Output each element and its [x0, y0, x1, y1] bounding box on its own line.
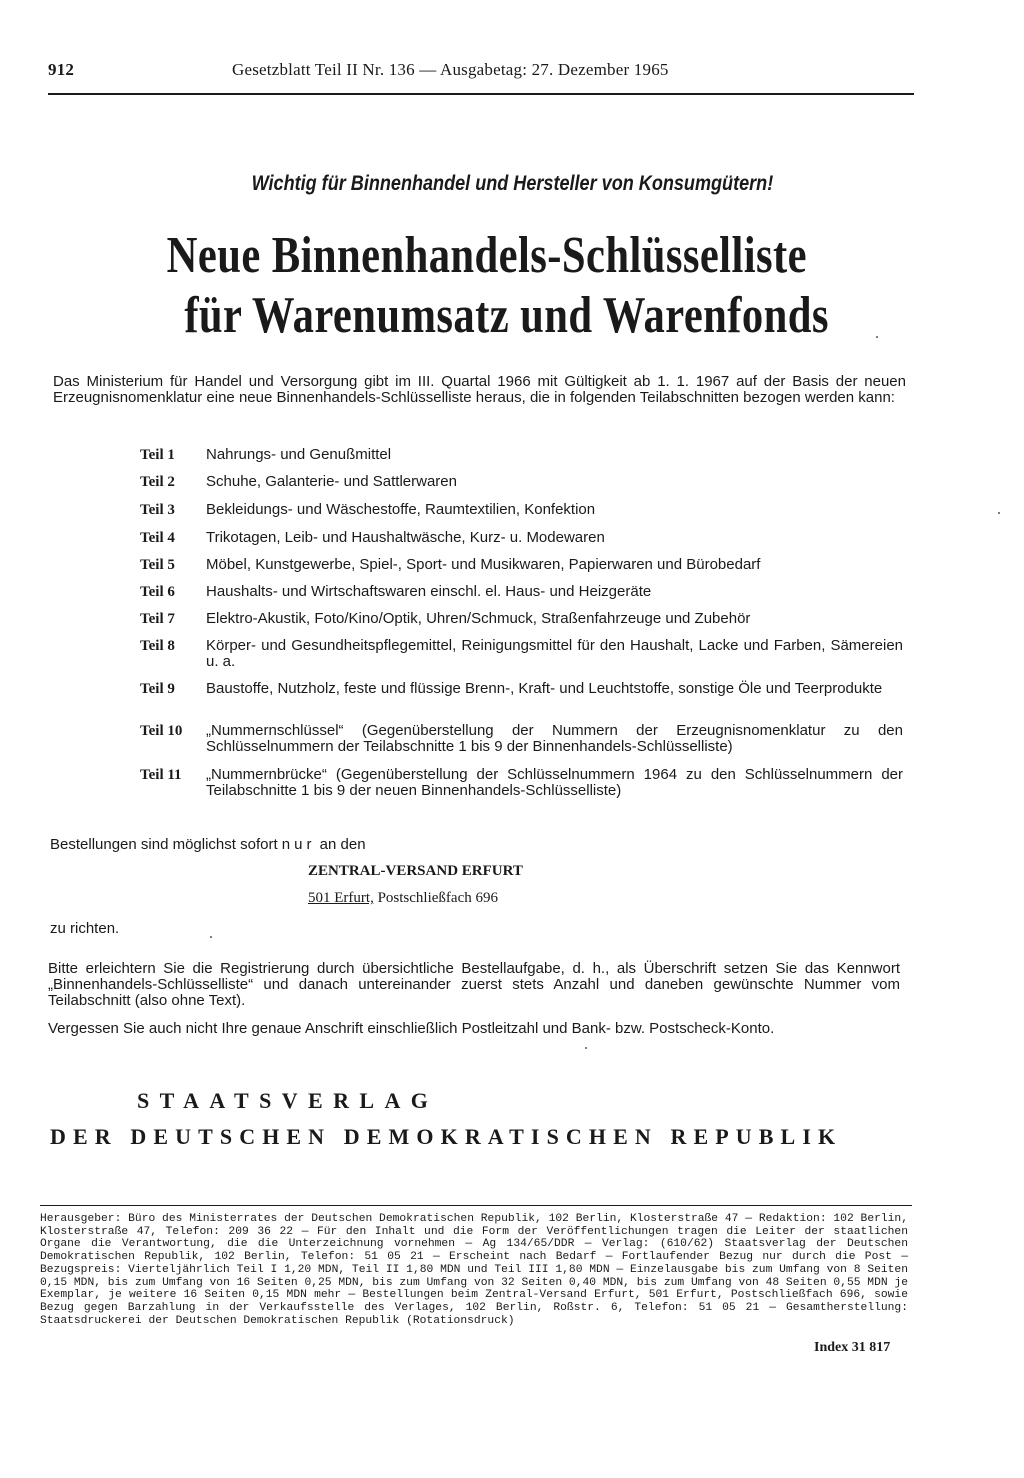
page-number: 912: [48, 60, 75, 79]
part-text: Schuhe, Galanterie- und Sattlerwaren: [206, 473, 457, 490]
notice-kicker: Wichtig für Binnenhandel und Hersteller von Konsumgütern!: [251, 172, 774, 195]
part-text: Nahrungs- und Genußmittel: [206, 446, 392, 463]
ordering-instructions: Bitte erleichtern Sie die Registrierung durch übersichtliche Bestellaufgabe, d. h., als Überschrift setzen Sie das Kennwort „Binnenhandels-Schlüsselliste“ und danach untereinander zuerst stets Anzahl und daneben gewünschte Nummer vom Teilabschnitt (also ohne Text).: [48, 960, 900, 1009]
part-text: „Nummernbrücke“ (Gegenüberstellung der Schlüsselnummern 1964 zu den Schlüsselnummern der Teilabschnitte 1 bis 9 der neuen Binnenhandels-Schlüsselliste): [206, 766, 903, 799]
publication-info: Gesetzblatt Teil II Nr. 136 — Ausgabetag: 27. Dezember 1965: [232, 60, 669, 79]
print-speck: [998, 512, 1000, 514]
part-label: Teil 1: [140, 447, 175, 463]
order-address-city: 501 Erfurt,: [308, 890, 374, 906]
ordering-lead-emphasis: nur: [281, 836, 316, 853]
print-speck: [876, 336, 878, 338]
part-text: Möbel, Kunstgewerbe, Spiel-, Sport- und Musikwaren, Papierwaren und Bürobedarf: [206, 556, 761, 573]
part-label: Teil 2: [140, 474, 175, 490]
ordering-reminder: Vergessen Sie auch nicht Ihre genaue Anschrift einschließlich Postleitzahl und Bank- bzw. Postscheck-Konto.: [48, 1020, 775, 1037]
part-label: Teil 7: [140, 611, 175, 627]
print-speck: [210, 936, 212, 938]
part-label: Teil 3: [140, 502, 175, 518]
part-text: „Nummernschlüssel“ (Gegenüberstellung der Nummern der Erzeugnisnomenklatur zu den Schlüsselnummern der Teilabschnitte 1 bis 9 der Binnenhandels-Schlüsselliste): [206, 722, 903, 755]
part-label: Teil 6: [140, 584, 175, 600]
part-text: Bekleidungs- und Wäschestoffe, Raumtextilien, Konfektion: [206, 501, 596, 518]
part-text: Körper- und Gesundheitspflegemittel, Reinigungsmittel für den Haushalt, Lacke und Farben, Sämereien u. a.: [206, 637, 903, 670]
part-text: Haushalts- und Wirtschaftswaren einschl. el. Haus- und Heizgeräte: [206, 583, 652, 600]
part-label: Teil 11: [140, 767, 182, 783]
part-label: Teil 9: [140, 681, 175, 697]
part-label: Teil 10: [140, 723, 183, 739]
publisher-line2: DER DEUTSCHEN DEMOKRATISCHEN REPUBLIK: [50, 1124, 843, 1149]
part-text: Elektro-Akustik, Foto/Kino/Optik, Uhren/Schmuck, Straßenfahrzeuge und Zubehör: [206, 610, 751, 627]
part-label: Teil 4: [140, 530, 175, 546]
part-text: Baustoffe, Nutzholz, feste und flüssige Brenn-, Kraft- und Leuchtstoffe, sonstige Öle und Teerprodukte: [206, 680, 883, 697]
imprint-rule: [40, 1205, 912, 1206]
intro-paragraph: Das Ministerium für Handel und Versorgung gibt im III. Quartal 1966 mit Gültigkeit ab 1. 1. 1967 auf der Basis der neuen Erzeugnisnomenklatur eine neue Binnenhandels-Schlüsselliste heraus, die in folgenden Teilabschnitten bezogen werden kann:: [53, 373, 906, 406]
print-speck: [585, 1047, 587, 1049]
header-rule: [48, 93, 914, 95]
order-recipient: ZENTRAL-VERSAND ERFURT: [308, 863, 523, 879]
imprint-index: Index 31 817: [814, 1340, 891, 1355]
part-text: Trikotagen, Leib- und Haushaltwäsche, Kurz- u. Modewaren: [206, 529, 605, 546]
notice-title-line1: Neue Binnenhandels-Schlüsselliste: [166, 227, 807, 284]
order-address: [308, 890, 498, 907]
notice-title-line2: für Warenumsatz und Warenfonds: [184, 287, 829, 344]
page-header: [48, 60, 914, 82]
ordering-lead-start: Bestellungen sind möglichst sofort: [50, 836, 278, 853]
ordering-lead: [50, 837, 366, 853]
imprint-text: Herausgeber: Büro des Ministerrates der Deutschen Demokratischen Republik, 102 Berlin, Klosterstraße 47 — Redaktion: 102 Berlin, Klosterstraße 47, Telefon: 209 36 22 — Für den Inhalt und die Form der Veröffentlichungen tragen die Leiter der staatlichen Organe die Verantwortung, die die Unterzeichnung vornehmen — Ag 134/65/DDR — Verlag: (610/62) Staatsverlag der Deutschen Demokratischen Republik, 102 Berlin, Telefon: 51 05 21 — Erscheint nach Bedarf — Fortlaufender Bezug nur durch die Post — Bezugspreis: Vierteljährlich Teil I 1,20 MDN, Teil II 1,80 MDN und Teil III 1,80 MDN — Einzelausgabe bis zum Umfang von 8 Seiten 0,15 MDN, bis zum Umfang von 16 Seiten 0,25 MDN, bis zum Umfang von 32 Seiten 0,40 MDN, bis zum Umfang von 48 Seiten 0,55 MDN je Exemplar, je weitere 16 Seiten 0,15 MDN mehr — Bestellungen beim Zentral-Versand Erfurt, 501 Erfurt, Postschließfach 696, sowie Bezug gegen Barzahlung in der Verkaufsstelle des Verlages, 102 Berlin, Roßstr. 6, Telefon: 51 05 21 — Gesamtherstellung: Staatsdruckerei der Deutschen Demokratischen Republik (Rotationsdruck): [40, 1213, 908, 1327]
ordering-lead-end: an den: [319, 836, 366, 853]
order-address-postbox: Postschließfach 696: [377, 890, 498, 906]
publisher-line1: STAATSVERLAG: [137, 1088, 439, 1113]
part-label: Teil 5: [140, 557, 175, 573]
ordering-closing: zu richten.: [50, 920, 120, 937]
part-label: Teil 8: [140, 638, 175, 654]
